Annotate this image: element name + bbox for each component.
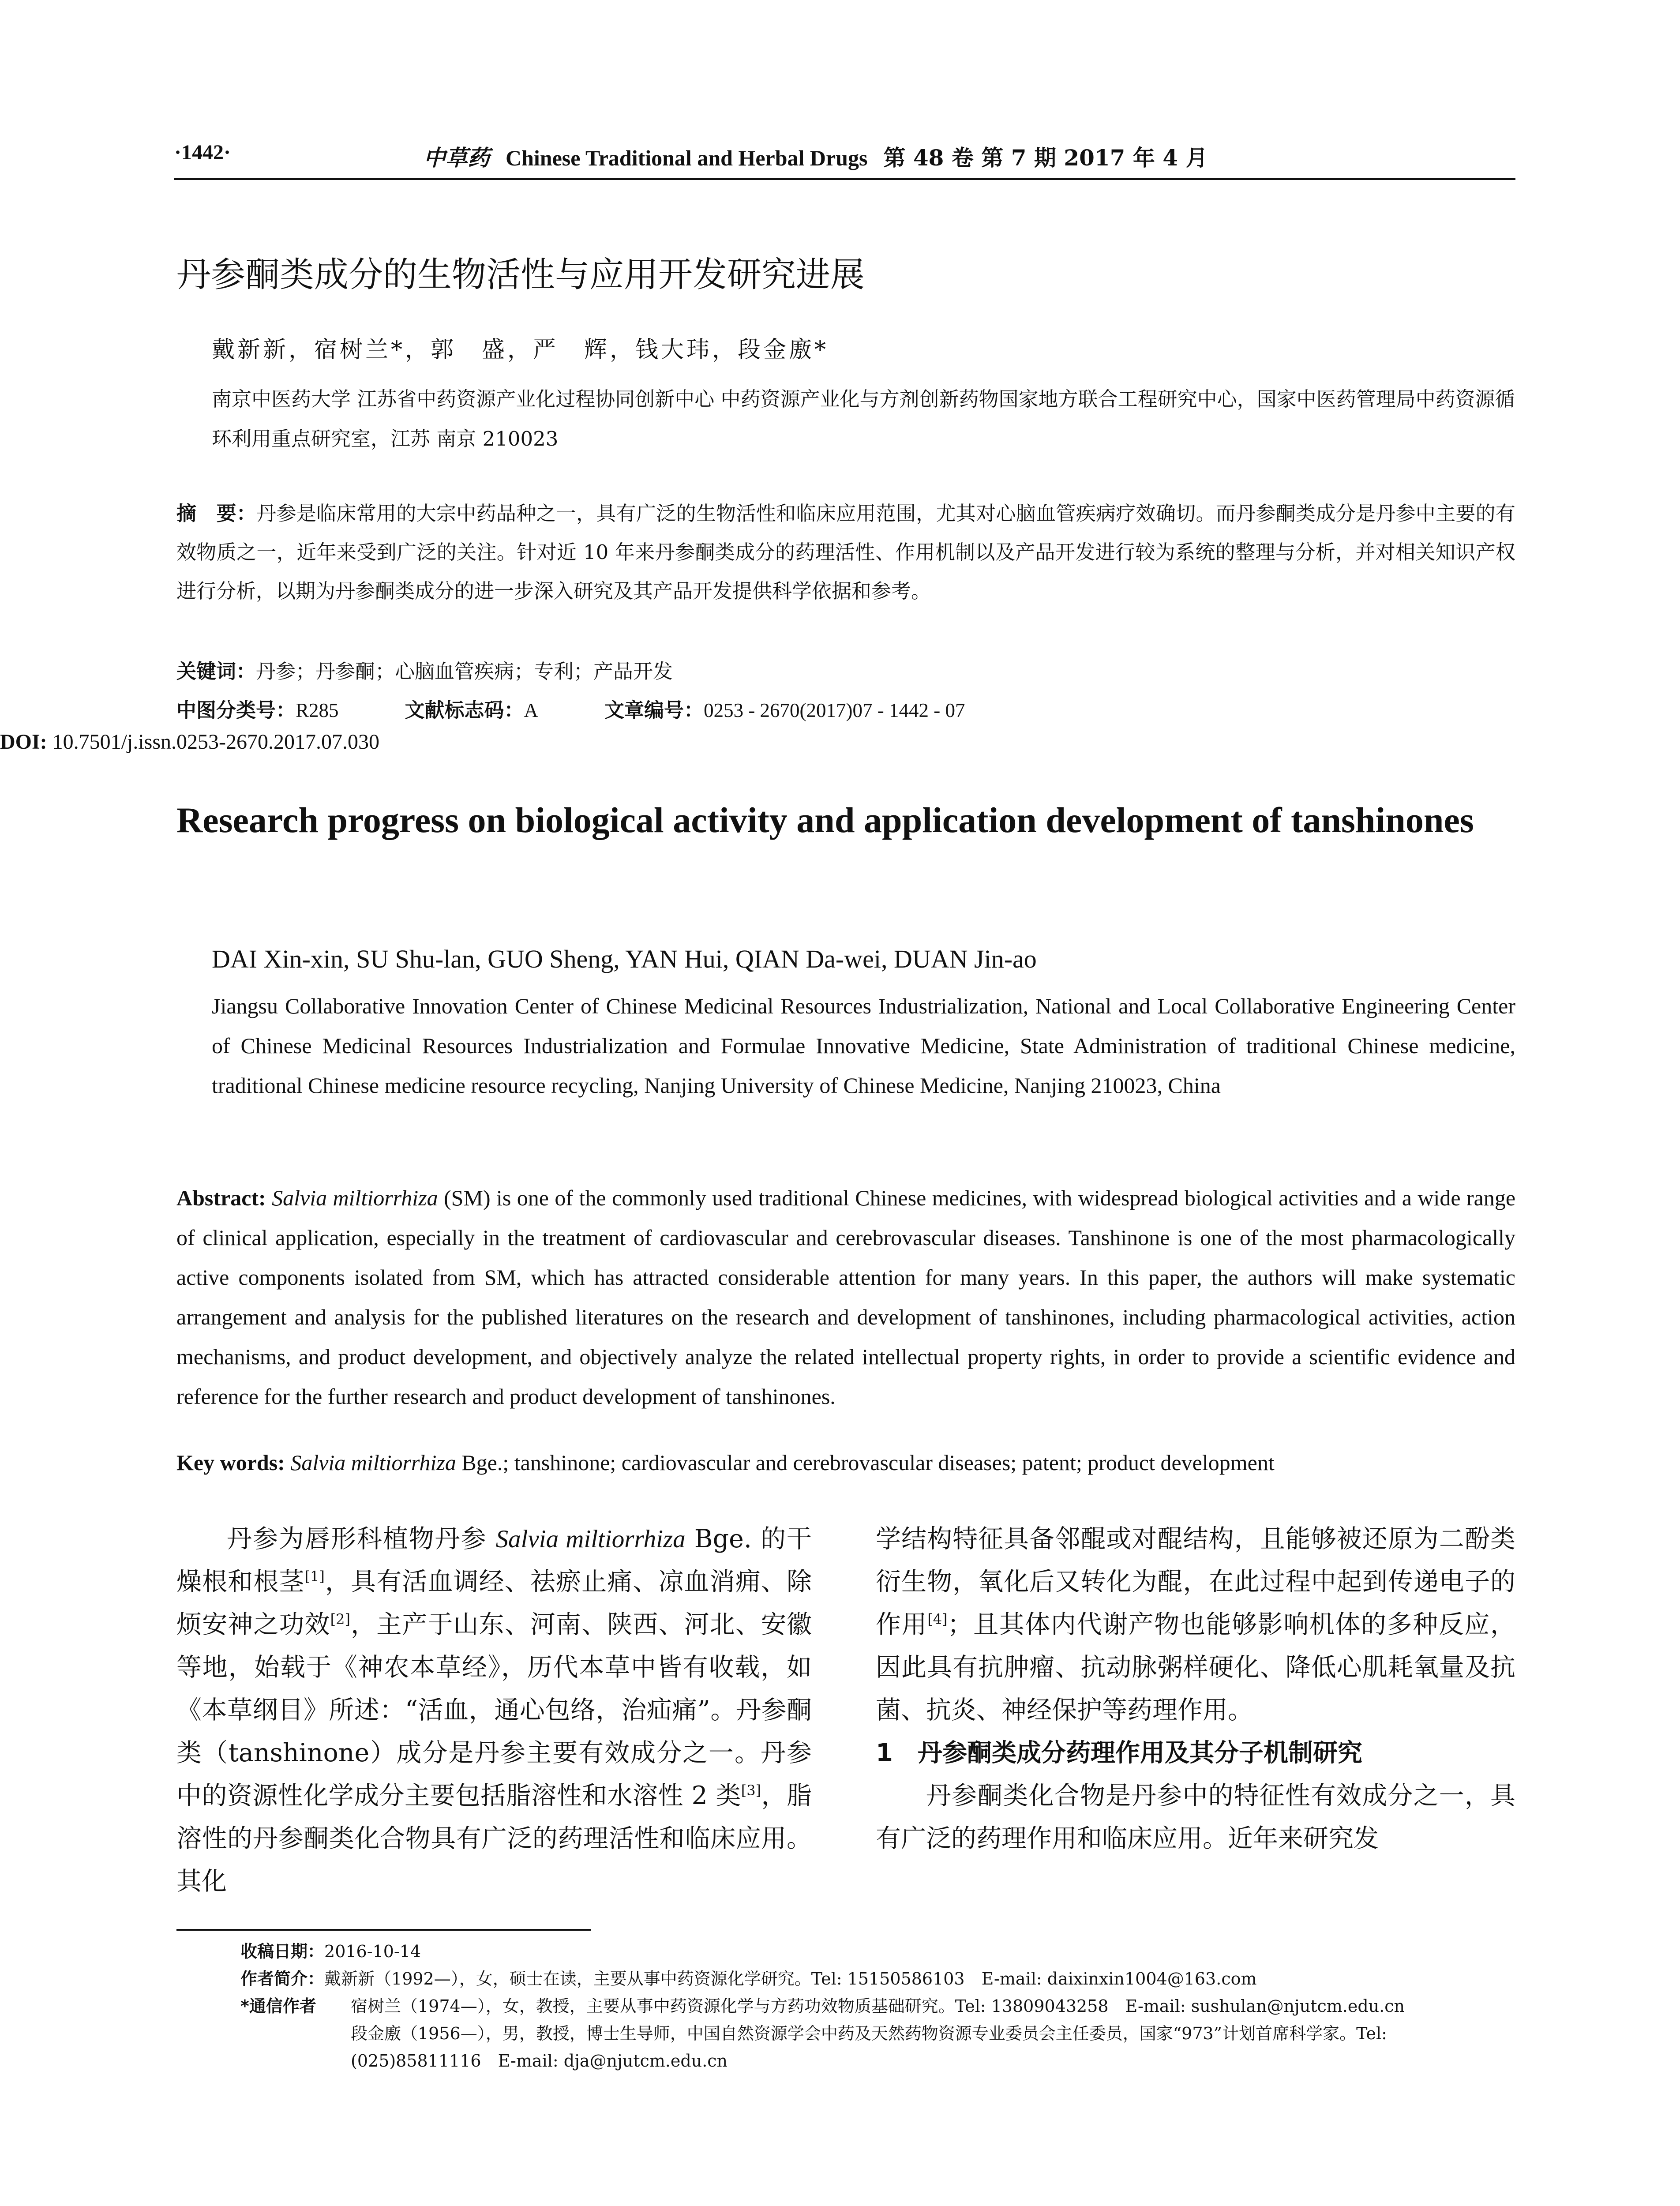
keywords-label-english: Key words:: [176, 1450, 285, 1475]
journal-name: Chinese Traditional and Herbal Drugs: [506, 146, 868, 170]
classification-line: [176, 691, 1515, 730]
article-no-value: 0253 - 2670(2017)07 - 1442 - 07: [704, 699, 965, 721]
abstract-label-english: Abstract:: [176, 1186, 266, 1210]
body-paragraph: 丹参酮类化合物是丹参中的特征性有效成分之一，具有广泛的药理作用和临床应用。近年来研究发: [876, 1781, 1515, 1853]
keywords-english: [176, 1443, 1515, 1482]
footnote-rule: [176, 1929, 591, 1931]
running-header: [424, 140, 1208, 172]
body-paragraph: [876, 1518, 1515, 1732]
body-text: 学结构特征具备邻醌或对醌结构，且能够被还原为二酚类衍生物，氧化后又转化为醌，在此过程中起到传递电子的作用: [876, 1524, 1515, 1639]
citation-ref[interactable]: [2]: [330, 1611, 350, 1628]
body-text: ，脂溶性的丹参酮类化合物具有广泛的药理活性和临床应用。其化: [176, 1781, 812, 1896]
footnote-text: 2016-10-14: [324, 1942, 421, 1961]
journal-logo: 中草药: [424, 145, 490, 171]
affiliation-chinese: 南京中医药大学 江苏省中药资源产业化过程协同创新中心 中药资源产业化与方剂创新药物国家地方联合工程研究中心，国家中医药管理局中药资源循环利用重点研究室，江苏 南京 210023: [212, 387, 1515, 450]
footnote-text: 段金廒（1956—），男，教授，博士生导师，中国自然资源学会中药及天然药物资源专业委员会主任委员，国家“973”计划首席科学家。Tel: (025)85811116 E-mail: dja@njutcm.edu.cn: [351, 2024, 1387, 2071]
keywords-species-english: Salvia miltiorrhiza: [290, 1450, 456, 1475]
body-column-left: [176, 1518, 812, 1903]
authors-chinese: 戴新新，宿树兰*，郭 盛，严 辉，钱大玮，段金廒*: [212, 337, 829, 363]
keywords-chinese: [176, 652, 1515, 691]
abstract-chinese: [176, 494, 1515, 611]
authors-english: DAI Xin-xin, SU Shu-lan, GUO Sheng, YAN Hui, QIAN Da-wei, DUAN Jin-ao: [212, 945, 1037, 973]
clc-value: R285: [296, 699, 339, 721]
keywords-text-english: Bge.; tanshinone; cardiovascular and cerebrovascular diseases; patent; product development: [461, 1450, 1275, 1475]
doc-code-value: A: [524, 699, 539, 721]
body-column-right: [876, 1518, 1515, 1860]
body-text: Bge. 的干燥根和根茎: [176, 1524, 812, 1596]
footnote-text: 戴新新（1992—），女，硕士在读，主要从事中药资源化学研究。Tel: 15150586103 E-mail: daixinxin1004@163.com: [324, 1969, 1257, 1988]
species-name: Salvia miltiorrhiza: [495, 1525, 686, 1553]
body-paragraph: [176, 1518, 812, 1903]
doi-label: DOI:: [0, 730, 47, 754]
abstract-label-chinese: 摘 要：: [176, 502, 257, 525]
abstract-species-english: Salvia miltiorrhiza: [272, 1186, 438, 1210]
citation-ref[interactable]: [4]: [927, 1611, 948, 1628]
footnote-received: [240, 1938, 421, 1965]
footnote-label: 收稿日期：: [240, 1942, 325, 1961]
footnote-author-bio: [240, 1965, 1257, 1992]
journal-issue: 第 48 卷 第 7 期 2017 年 4 月: [883, 145, 1208, 171]
clc-label: 中图分类号：: [176, 698, 296, 722]
doi-value[interactable]: 10.7501/j.issn.0253-2670.2017.07.030: [52, 730, 380, 754]
body-text: ，具有活血调经、祛瘀止痛、凉血消痈、除烦安神之功效: [176, 1567, 812, 1639]
doc-code-label: 文献标志码：: [405, 698, 524, 722]
doi-line: [0, 730, 379, 754]
article-no-label: 文章编号：: [604, 698, 704, 722]
abstract-english: [176, 1178, 1515, 1416]
footnote-text: 宿树兰（1974—），女，教授，主要从事中药资源化学与方药功效物质基础研究。Tel: 13809043258 E-mail: sushulan@njutcm.edu.cn: [351, 1996, 1405, 2016]
footnote-label: *通信作者: [240, 1996, 316, 2016]
section-heading: 1 丹参酮类成分药理作用及其分子机制研究: [876, 1739, 1362, 1767]
citation-ref[interactable]: [1]: [304, 1568, 325, 1585]
footnote-corresponding: [240, 1992, 1515, 2075]
affiliation-english: Jiangsu Collaborative Innovation Center of Chinese Medicinal Resources Industrialization, National and Local Collaborative Engineering Center of Chinese Medicinal Resources Industrialization and Formulae Innovative Medicine, State Administration of traditional Chinese medicine, traditional Chinese medicine resource recycling, Nanjing University of Chinese Medicine, Nanjing 210023, China: [212, 994, 1515, 1098]
citation-ref[interactable]: [3]: [741, 1782, 761, 1799]
header-rule: [174, 178, 1515, 180]
title-english: Research progress on biological activity and application development of tanshinones: [176, 800, 1474, 840]
title-chinese: 丹参酮类成分的生物活性与应用开发研究进展: [176, 255, 865, 295]
body-text: ，主产于山东、河南、陕西、河北、安徽等地，始载于《神农本草经》，历代本草中皆有收载，如《本草纲目》所述：“活血，通心包络，治疝痛”。丹参酮类（tanshinone）成分是丹参主要有效成分之一。丹参中的资源性化学成分主要包括脂溶性和水溶性 2 类: [176, 1610, 812, 1810]
abstract-text-english: (SM) is one of the commonly used traditional Chinese medicines, with widespread biological activities and a wide range of clinical application, especially in the treatment of cardiovascular and cerebrovascular diseases. Tanshinone is one of the most pharmacologically active components isolated from SM, which has attracted considerable attention for many years. In this paper, the authors will make systematic arrangement and analysis for the published literatures on the research and development of tanshinones, including pharmacological activities, action mechanisms, and product development, and objectively analyze the related intellectual property rights, in order to provide a scientific evidence and reference for the further research and product development of tanshinones.: [176, 1186, 1516, 1409]
page-number: ·1442·: [174, 141, 231, 164]
keywords-label-chinese: 关键词：: [176, 660, 256, 683]
footnote-label: 作者简介：: [240, 1969, 325, 1988]
body-text: ；且其体内代谢产物也能够影响机体的多种反应，因此具有抗肿瘤、抗动脉粥样硬化、降低心肌耗氧量及抗菌、抗炎、神经保护等药理作用。: [876, 1610, 1516, 1725]
keywords-text-chinese: 丹参；丹参酮；心脑血管疾病；专利；产品开发: [256, 660, 673, 683]
abstract-text-chinese: 丹参是临床常用的大宗中药品种之一，具有广泛的生物活性和临床应用范围，尤其对心脑血管疾病疗效确切。而丹参酮类成分是丹参中主要的有效物质之一，近年来受到广泛的关注。针对近 10 年来丹参酮类成分的药理活性、作用机制以及产品开发进行较为系统的整理与分析，并对相关知识产权进行分析，以期为丹参酮类成分的进一步深入研究及其产品开发提供科学依据和参考。: [176, 502, 1515, 603]
body-text: 丹参为唇形科植物丹参: [227, 1524, 496, 1553]
